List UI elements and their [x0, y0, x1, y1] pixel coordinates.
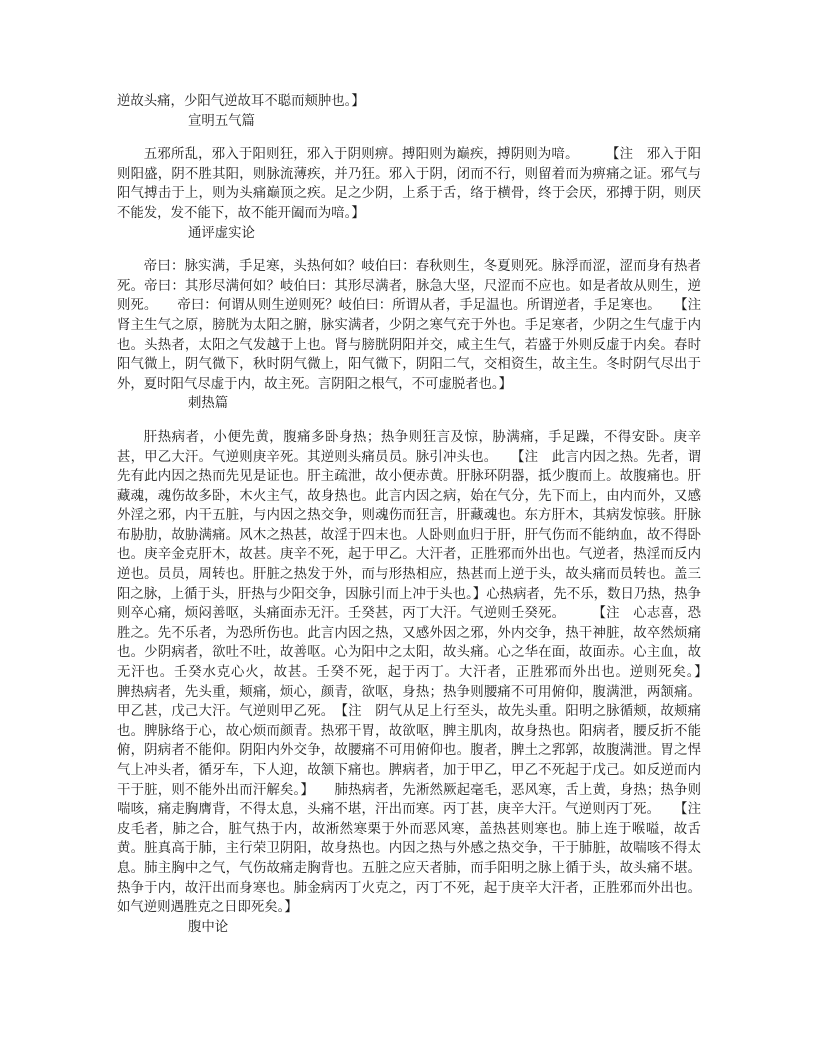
section-heading: 刺热篇 — [188, 396, 229, 412]
paragraph: 五邪所乱，邪入于阳则狂，邪入于阴则痹。搏阳则为巅疾，搏阴则为喑。 【注 邪入于阳则阳盛，阴不胜其阳，则脉流薄疾，并乃狂。邪入于阴，闭而不行，则留着而为痹痛之证。邪气与阳气搏击于上，则为头痛巅顶之疾。足之少阴，上系于舌，络于横骨，终于会厌，邪搏于阴，则厌不能发，发不能下，故不能开阖而为喑。】 — [117, 147, 701, 221]
paragraph: 肝热病者，小便先黄，腹痛多卧身热；热争则狂言及惊，胁满痛，手足躁，不得安卧。庚辛甚，甲乙大汗。气逆则庚辛死。其逆则头痛员员。脉引冲头也。 【注 此言内因之热。先者，谓先有此内因之热而先见是证也。肝主疏泄，故小便赤黄。肝脉环阴器，抵少腹而上。故腹痛也。肝藏魂，魂伤故多卧，木火主气，故身热也。此言内因之病，始在气分，先下而上，由内而外，又感外淫之邪，内干五脏，与内因之热交争，则魂伤而狂言，肝藏魂也。东方肝木，其病发惊骇。肝脉布胁肋，故胁满痛。风木之热甚，故淫于四末也。人卧则血归于肝，肝气伤而不能纳血，故不得卧也。庚辛金克肝木，故甚。庚辛不死，起于甲乙。大汗者，正胜邪而外出也。气逆者，热淫而反内逆也。员员，周转也。肝脏之热发于外，而与形热相应，热甚而上逆于头，故头痛而员转也。盖三阳之脉，上循于头，肝热与少阳交争，因脉引而上冲于头也。】心热病者，先不乐，数日乃热，热争则卒心痛，烦闷善呕，头痛面赤无汗。壬癸甚，丙丁大汗。气逆则壬癸死。 【注 心志喜，恐胜之。先不乐者，为恐所伤也。此言内因之热，又感外因之邪，外内交争，热干神脏，故卒然烦痛也。少阴病者，欲吐不吐，故善呕。心为阳中之太阳，故头痛。心之华在面，故面赤。心主血，故无汗也。壬癸水克心火，故甚。壬癸不死，起于丙丁。大汗者，正胜邪而外出也。逆则死矣。】 脾热病者，先头重，颊痛，烦心，颜青，欲呕，身热；热争则腰痛不可用俯仰，腹满泄，两颔痛。甲乙甚，戊己大汗。气逆则甲乙死。 【注 阴气从足上行至头，故先头重。阳明之脉循颊，故颊痛也。脾脉络于心，故心烦而颜青。热邪干胃，故欲呕，脾主肌肉，故身热也。阳病者，腰反折不能俯，阴病者不能仰。阴阳内外交争，故腰痛不可用俯仰也。腹者，脾土之郛郭，故腹满泄。胃之悍气上冲头者，循牙车，下人迎，故颔下痛也。脾病者，加于甲乙，甲乙不死起于戊己。如反逆而内干于脏，则不能外出而汗解矣。】 肺热病者，先淅然厥起毫毛，恶风寒，舌上黄，身热；热争则喘咳，痛走胸膺背，不得太息，头痛不堪，汗出而寒。丙丁甚，庚辛大汗。气逆则丙丁死。 【注 皮毛者，肺之合，脏气热于内，故淅然寒栗于外而恶风寒，盖热甚则寒也。肺上连于喉嗌，故舌黄。脏真高于肺，主行荣卫阴阳，故身热也。内因之热与外感之热交争，干于肺脏，故喘咳不得太息。肺主胸中之气，气伤故痛走胸背也。五脏之应天者肺，而手阳明之脉上循于头，故头痛不堪。热争于内，故汗出而身寒也。肺金病丙丁火克之，丙丁不死，起于庚辛大汗者，正胜邪而外出也。如气逆则遇胜克之日即死矣。】 — [117, 429, 728, 916]
paragraph: 帝曰：脉实满，手足寒，头热何如？岐伯曰：春秋则生，冬夏则死。脉浮而涩，涩而身有热者死。帝曰：其形尽满何如？岐伯曰：其形尽满者，脉急大坚，尺涩而不应也。如是者故从则生，逆则死。 帝曰：何谓从则生逆则死？岐伯曰：所谓从者，手足温也。所谓逆者，手足寒也。 【注 肾主生气之原，膀胱为太阳之腑，脉实满者，少阴之寒气充于外也。手足寒者，少阴之生气虚于内也。头热者，太阳之气发越于上也。肾与膀胱阴阳并交，咸主生气，若盛于外则反虚于内矣。春时阳气微上，阴气微下，秋时阴气微上，阳气微下，阴阳二气，交相资生，故主生。冬时阴气尽出于外，夏时阳气尽虚于内，故主死。言阴阳之根气，不可虚脱者也。】 — [117, 259, 715, 392]
section-heading: 腹中论 — [188, 919, 229, 935]
section-heading: 通评虚实论 — [188, 225, 255, 241]
paragraph-continuation: 逆故头痛，少阳气逆故耳不聪而颊肿也。】 — [117, 94, 365, 109]
document-page — [117, 92, 728, 937]
section-heading: 宣明五气篇 — [188, 113, 255, 129]
